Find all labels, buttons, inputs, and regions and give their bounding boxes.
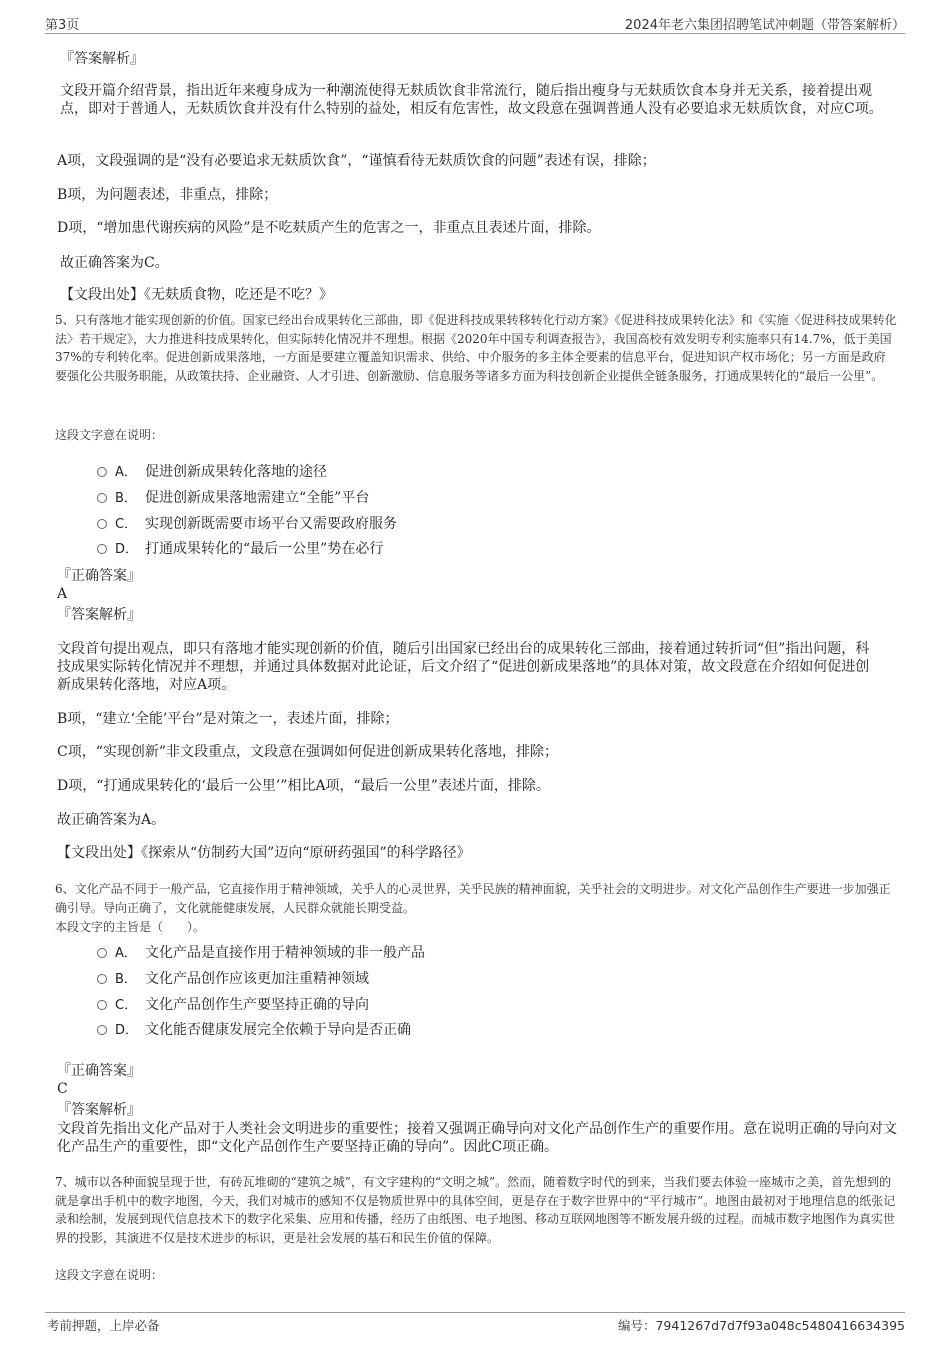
footer-slogan: 考前押题，上岸必备 [47,1318,160,1333]
page-footer [45,1312,905,1334]
q4-item-d: D项，“增加患代谢疾病的风险”是不吃麸质产生的危害之一，非重点且表述片面，排除。 [57,220,601,236]
q6-answer-label: 『正确答案』 [57,1063,141,1079]
q5-stem: 5、只有落地才能实现创新的价值。国家已经出台成果转化三部曲，即《促进科技成果转移转化行动方案》《促进科技成果转化法》和《实施〈促进科技成果转化法〉若干规定》，大力推进科技成果转化，但实际转化情况并不理想。根据《2020年中国专利调查报告》，我国高校有效发明专利实施率只有14.7%，低于美国37%的专利转化率。促进创新成果落地，一方面是要建立覆盖知识需求、供给、中介服务的多主体全要素的信息平台，促进知识产权市场化；另一方面是政府要强化公共服务职能，从政策扶持、企业融资、人才引进、创新激励、信息服务等诸多方面为科技创新企业提供全链条服务，打通成果转化的“最后一公里”。 [55,313,897,383]
q6-analysis-text: 文段首先指出文化产品对于人类社会文明进步的重要性；接着又强调正确导向对文化产品创作生产的重要作用。意在说明正确的导向对文化产品生产的重要性，即“文化产品创作生产要坚持正确的导向”。因此C项正确。 [57,1121,897,1155]
page-header [45,14,905,34]
radio-button-icon[interactable] [97,519,107,529]
radio-button-icon[interactable] [97,974,107,984]
q5-analysis-text: 文段首句提出观点，即只有落地才能实现创新的价值，随后引出国家已经出台的成果转化三部曲，接着通过转折词“但”指出问题，科技成果实际转化情况并不理想，并通过具体数据对此论证，后文介绍了“促进创新成果落地”的具体对策，故文段意在介绍如何促进创新成果转化落地，对应A项。 [57,641,870,693]
q7-question: 这段文字意在说明： [55,1268,164,1282]
page-number: 第3页 [45,18,80,33]
q4-conclusion: 故正确答案为C。 [60,255,169,271]
q4-item-b: B项，为问题表述，非重点，排除； [57,187,278,203]
radio-button-icon[interactable] [97,948,107,958]
q4-analysis-label: 『答案解析』 [60,51,144,67]
q6-answer: C [57,1081,68,1097]
document-id: 编号：7941267d7d7f93a048c5480416634395 [617,1318,905,1333]
document-title: 2024年老六集团招聘笔试冲刺题（带答案解析） [624,18,905,33]
radio-button-icon[interactable] [97,544,107,554]
q6-analysis-label: 『答案解析』 [57,1102,141,1118]
radio-button-icon[interactable] [97,1000,107,1010]
q5-analysis-label: 『答案解析』 [57,607,141,623]
q4-source: 【文段出处】《无麸质食物，吃还是不吃？》 [60,287,333,303]
q5-item-d: D项，“打通成果转化的‘最后一公里’”相比A项，“最后一公里”表述片面，排除。 [57,778,550,794]
q5-answer-label: 『正确答案』 [57,568,141,584]
q5-question: 这段文字意在说明： [55,428,164,442]
q7-stem: 7、城市以各种面貌呈现于世，有砖瓦堆砌的“建筑之城”，有文字建构的“文明之城”。然而，随着数字时代的到来，当我们要去体验一座城市之美，首先想到的就是拿出手机中的数字地图，今天，我们对城市的感知不仅是物质世界中的具体空间，更是存在于数字世界中的“平行城市”。地图由最初对于地理信息的纸张记录和绘制，发展到现代信息技术下的数字化采集、应用和传播，经历了由纸图、电子地图、移动互联网地图等不断发展升级的过程。而城市数字地图作为真实世界的投影，其演进不仅是技术进步的标识，更是社会发展的基石和民生价值的保障。 [55,1175,896,1245]
q5-item-b: B项，“建立‘全能’平台”是对策之一，表述片面，排除； [57,711,399,727]
q5-conclusion: 故正确答案为A。 [57,812,166,828]
q4-item-a: A项，文段强调的是“没有必要追求无麸质饮食”，“谨慎看待无麸质饮食的问题”表述有误，排除； [57,153,656,169]
q5-answer: A [57,586,68,602]
radio-button-icon[interactable] [97,493,107,503]
q5-source: 【文段出处】《探索从“仿制药大国”迈向“原研药强国”的科学路径》 [57,845,471,861]
radio-button-icon[interactable] [97,467,107,477]
q4-analysis-text: 文段开篇介绍背景，指出近年来瘦身成为一种潮流使得无麸质饮食非常流行，随后指出瘦身与无麸质饮食本身并无关系，接着提出观点，即对于普通人，无麸质饮食并没有什么特别的益处，相反有危害性，故文段意在强调普通人没有必要追求无麸质饮食，对应C项。 [60,83,883,117]
radio-button-icon[interactable] [97,1025,107,1035]
q6-question: 本段文字的主旨是（ ）。 [55,920,206,934]
q6-stem: 6、文化产品不同于一般产品，它直接作用于精神领域，关乎人的心灵世界，关乎民族的精神面貌，关乎社会的文明进步。对文化产品创作生产要进一步加强正确引导。导向正确了，文化就能健康发展，人民群众就能长期受益。 [55,882,891,915]
q5-item-c: C项，“实现创新”非文段重点，文段意在强调如何促进创新成果转化落地，排除； [57,744,559,760]
